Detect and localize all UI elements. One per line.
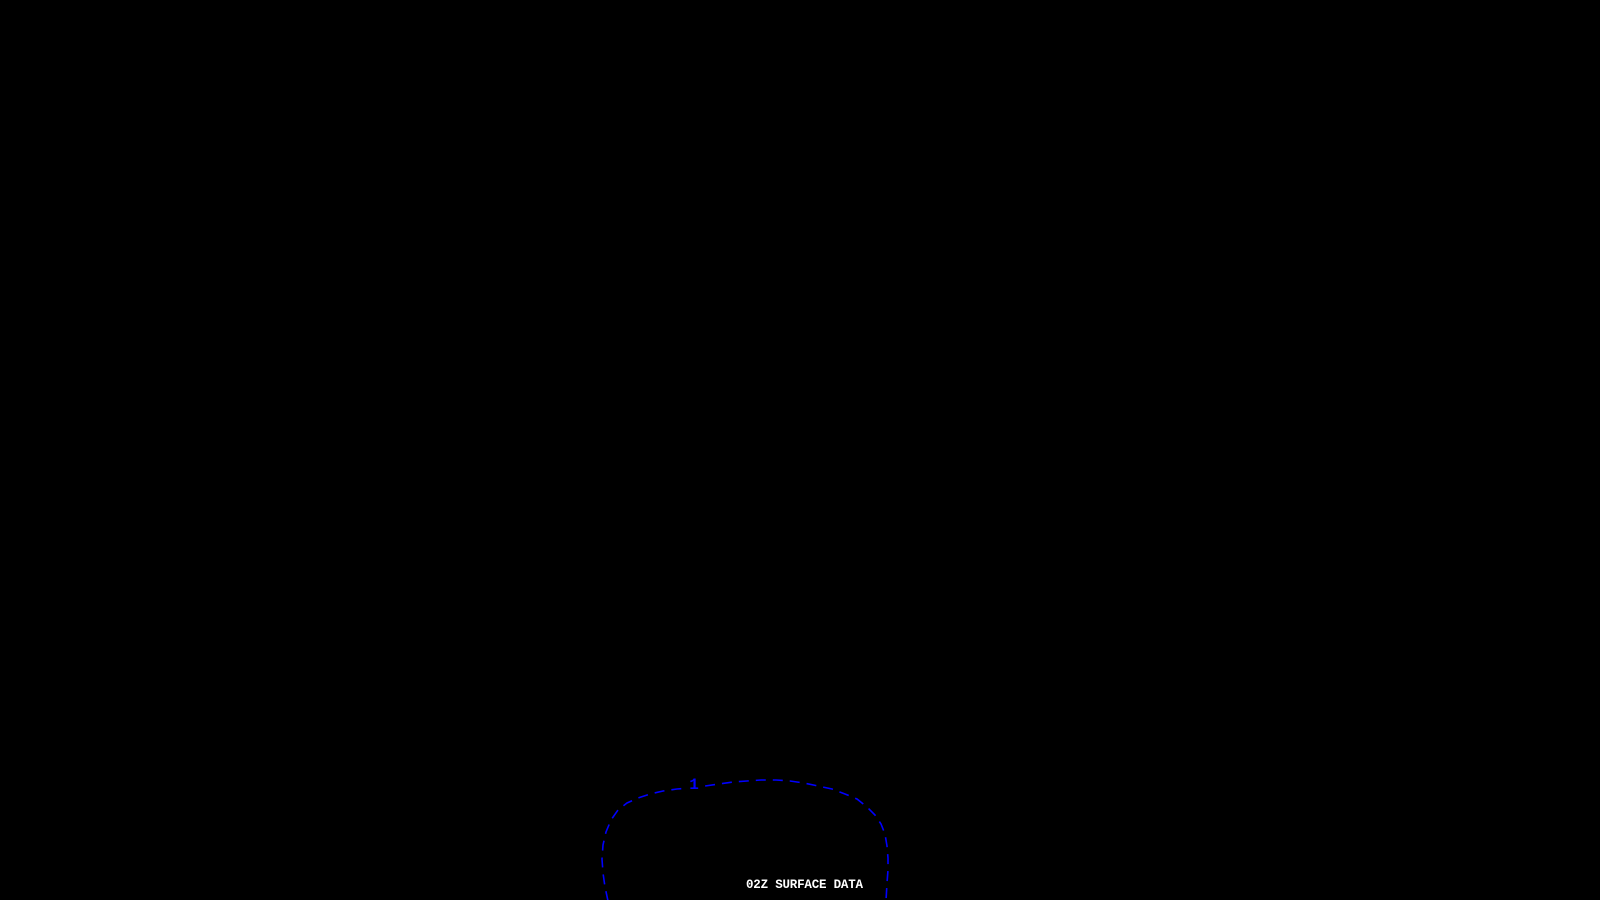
surface-data-caption: 02Z SURFACE DATA <box>746 878 863 892</box>
contour-level-label: 1 <box>689 776 699 794</box>
